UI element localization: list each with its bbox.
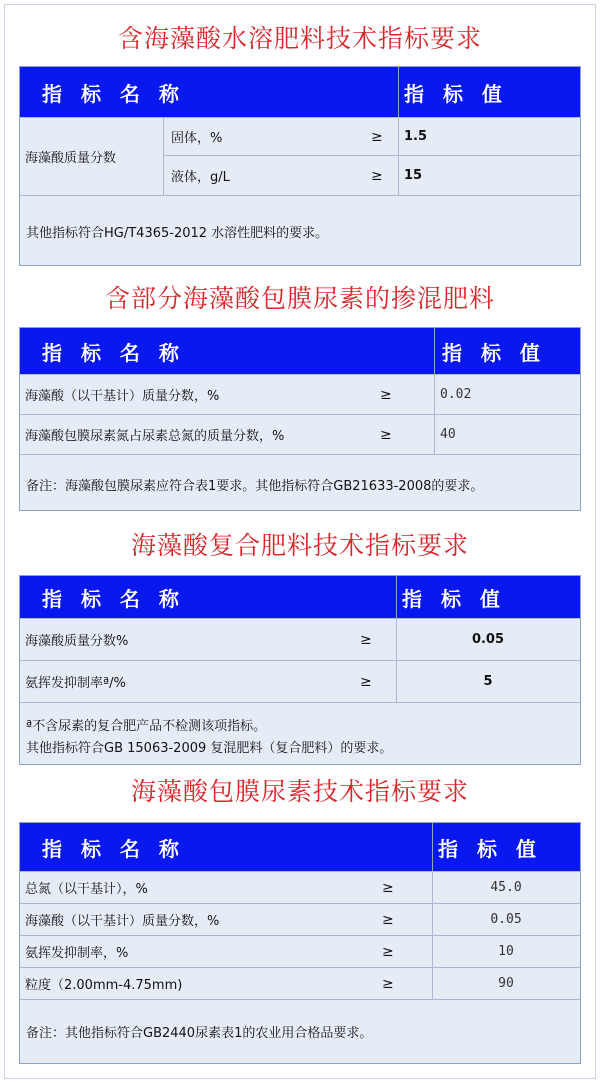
table1-note xyxy=(20,195,580,265)
table2-title: 含部分海藻酸包膜尿素的掺混肥料 xyxy=(104,284,495,313)
header-name: 指 标 名 称 xyxy=(42,81,185,106)
row-value: 0.05 xyxy=(490,912,522,927)
group-label: 海藻酸质量分数 xyxy=(25,151,117,166)
table-row xyxy=(20,903,580,935)
table-row xyxy=(163,155,580,195)
header-value: 指 标 值 xyxy=(402,586,506,611)
row-value: 90 xyxy=(498,976,514,991)
table-row xyxy=(163,117,580,155)
table-row xyxy=(20,618,580,660)
row-label: 海藻酸（以干基计）质量分数，% xyxy=(25,389,220,404)
ge-symbol: ≥ xyxy=(380,426,392,443)
row-value: 10 xyxy=(498,944,514,959)
note-text: 备注：海藻酸包膜尿素应符合表1要求。其他指标符合GB21633-2008的要求。 xyxy=(26,479,484,494)
ge-symbol: ≥ xyxy=(382,975,394,992)
row-label: 海藻酸包膜尿素氮占尿素总氮的质量分数，% xyxy=(25,429,285,444)
table4-note xyxy=(20,999,580,1063)
table3-header xyxy=(20,576,580,618)
row-label: 总氮（以干基计），% xyxy=(25,882,148,897)
table4-title: 海藻酸包膜尿素技术指标要求 xyxy=(130,777,469,806)
row-value: 0.02 xyxy=(440,387,472,402)
header-value: 指 标 值 xyxy=(404,81,508,106)
table4-header xyxy=(20,823,580,871)
table-row xyxy=(20,871,580,903)
table2 xyxy=(19,327,581,511)
table3 xyxy=(19,575,581,765)
table-row xyxy=(20,967,580,999)
table-row xyxy=(20,374,580,414)
table-row xyxy=(20,414,580,454)
note-text: 备注：其他指标符合GB2440尿素表1的农业用合格品要求。 xyxy=(26,1026,373,1041)
header-name: 指 标 名 称 xyxy=(42,340,185,365)
table1-group xyxy=(20,117,163,195)
row-label: 氨挥发抑制率ª/% xyxy=(25,676,126,691)
note-text: 其他指标符合HG/T4365-2012 水溶性肥料的要求。 xyxy=(26,226,329,241)
table-row xyxy=(20,935,580,967)
ge-symbol: ≥ xyxy=(371,128,383,145)
note-text: 其他指标符合GB 15063-2009 复混肥料（复合肥料）的要求。 xyxy=(26,741,393,756)
table2-note xyxy=(20,454,580,510)
ge-symbol: ≥ xyxy=(382,911,394,928)
row-label: 氨挥发抑制率，% xyxy=(25,946,129,961)
table1 xyxy=(19,66,581,266)
header-value: 指 标 值 xyxy=(442,340,546,365)
row-value: 40 xyxy=(440,427,456,442)
table3-title: 海藻酸复合肥料技术指标要求 xyxy=(130,531,469,560)
ge-symbol: ≥ xyxy=(360,631,372,648)
table1-header xyxy=(20,67,580,117)
row-label: 粒度（2.00mm-4.75mm) xyxy=(25,978,183,993)
ge-symbol: ≥ xyxy=(360,673,372,690)
row-value: 0.05 xyxy=(471,632,505,647)
note-text: ª不含尿素的复合肥产品不检测该项指标。 xyxy=(26,719,267,734)
header-value: 指 标 值 xyxy=(438,836,542,861)
ge-symbol: ≥ xyxy=(382,879,394,896)
row-value: 45.0 xyxy=(490,880,522,895)
ge-symbol: ≥ xyxy=(380,386,392,403)
table1-title: 含海藻酸水溶肥料技术指标要求 xyxy=(117,24,482,53)
header-name: 指 标 名 称 xyxy=(42,836,185,861)
table3-note xyxy=(20,702,580,764)
row-label: 海藻酸（以干基计）质量分数，% xyxy=(25,914,220,929)
row-value: 15 xyxy=(404,168,423,183)
table2-header xyxy=(20,328,580,374)
header-name: 指 标 名 称 xyxy=(42,586,185,611)
row-value: 5 xyxy=(483,674,493,689)
row-label: 液体，g/L xyxy=(171,170,230,185)
table4 xyxy=(19,822,581,1064)
ge-symbol: ≥ xyxy=(382,943,394,960)
row-value: 1.5 xyxy=(404,129,428,144)
row-label: 海藻酸质量分数% xyxy=(25,634,129,649)
table-row xyxy=(20,660,580,702)
row-label: 固体，% xyxy=(171,131,223,146)
ge-symbol: ≥ xyxy=(371,167,383,184)
